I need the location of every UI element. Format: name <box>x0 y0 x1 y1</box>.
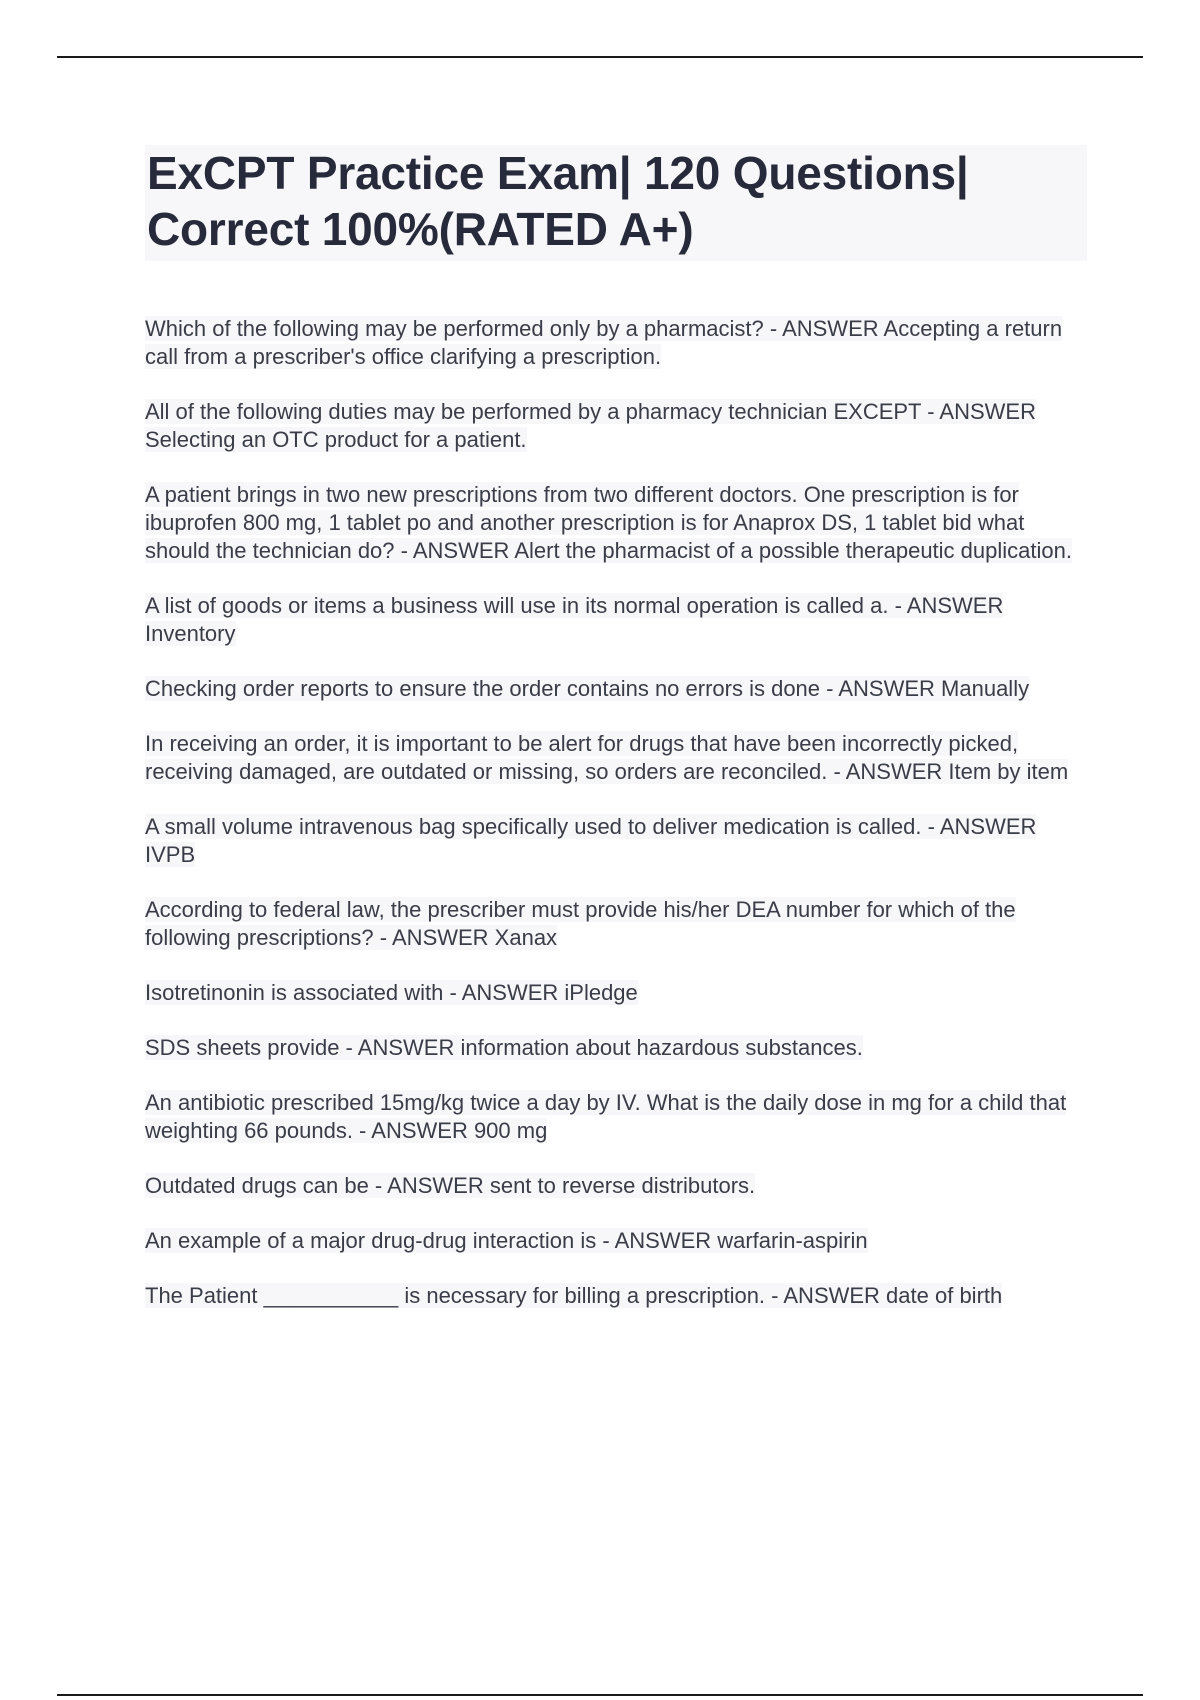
qa-text: Which of the following may be performed only by a pharmacist? - ANSWER Accepting a return call from a prescriber's office clarifying a prescription. <box>145 316 1063 369</box>
qa-text: SDS sheets provide - ANSWER information about hazardous substances. <box>145 1035 863 1060</box>
qa-text: An example of a major drug-drug interaction is - ANSWER warfarin-aspirin <box>145 1228 868 1253</box>
title-block <box>145 145 1087 261</box>
document-title: ExCPT Practice Exam| 120 Questions| Correct 100%(RATED A+) <box>147 147 969 255</box>
qa-item <box>145 592 1087 648</box>
qa-text: An antibiotic prescribed 15mg/kg twice a day by IV. What is the daily dose in mg for a child that weighting 66 pounds. - ANSWER 900 mg <box>145 1090 1067 1143</box>
qa-item <box>145 481 1087 565</box>
bottom-divider <box>57 1694 1143 1696</box>
qa-text: All of the following duties may be performed by a pharmacy technician EXCEPT - ANSWER Selecting an OTC product for a patient. <box>145 399 1036 452</box>
qa-item <box>145 979 1087 1007</box>
qa-item <box>145 1089 1087 1145</box>
qa-text: Checking order reports to ensure the order contains no errors is done - ANSWER Manually <box>145 676 1030 701</box>
qa-text: According to federal law, the prescriber must provide his/her DEA number for which of the following prescriptions? - ANSWER Xanax <box>145 897 1016 950</box>
qa-text: The Patient ___________ is necessary for billing a prescription. - ANSWER date of birth <box>145 1283 1003 1308</box>
qa-text: Isotretinonin is associated with - ANSWER iPledge <box>145 980 638 1005</box>
qa-item <box>145 1034 1087 1062</box>
qa-item <box>145 1282 1087 1310</box>
qa-item <box>145 1227 1087 1255</box>
qa-item <box>145 398 1087 454</box>
top-divider <box>57 56 1143 58</box>
qa-item <box>145 315 1087 371</box>
qa-item <box>145 896 1087 952</box>
qa-item <box>145 1172 1087 1200</box>
qa-text: In receiving an order, it is important to be alert for drugs that have been incorrectly picked, receiving damaged, are outdated or missing, so orders are reconciled. - ANSWER Item by item <box>145 731 1069 784</box>
qa-text: A list of goods or items a business will use in its normal operation is called a. - ANSWER Inventory <box>145 593 1004 646</box>
qa-text: A small volume intravenous bag specifically used to deliver medication is called. - ANSWER IVPB <box>145 814 1037 867</box>
qa-text: Outdated drugs can be - ANSWER sent to reverse distributors. <box>145 1173 756 1198</box>
qa-item <box>145 813 1087 869</box>
qa-text: A patient brings in two new prescriptions from two different doctors. One prescription is for ibuprofen 800 mg, 1 tablet po and another prescription is for Anaprox DS, 1 tablet bid what should the technician do? - ANSWER Alert the pharmacist of a possible therapeutic duplication. <box>145 482 1072 563</box>
qa-item <box>145 730 1087 786</box>
qa-item <box>145 675 1087 703</box>
document-body <box>145 145 1087 1337</box>
